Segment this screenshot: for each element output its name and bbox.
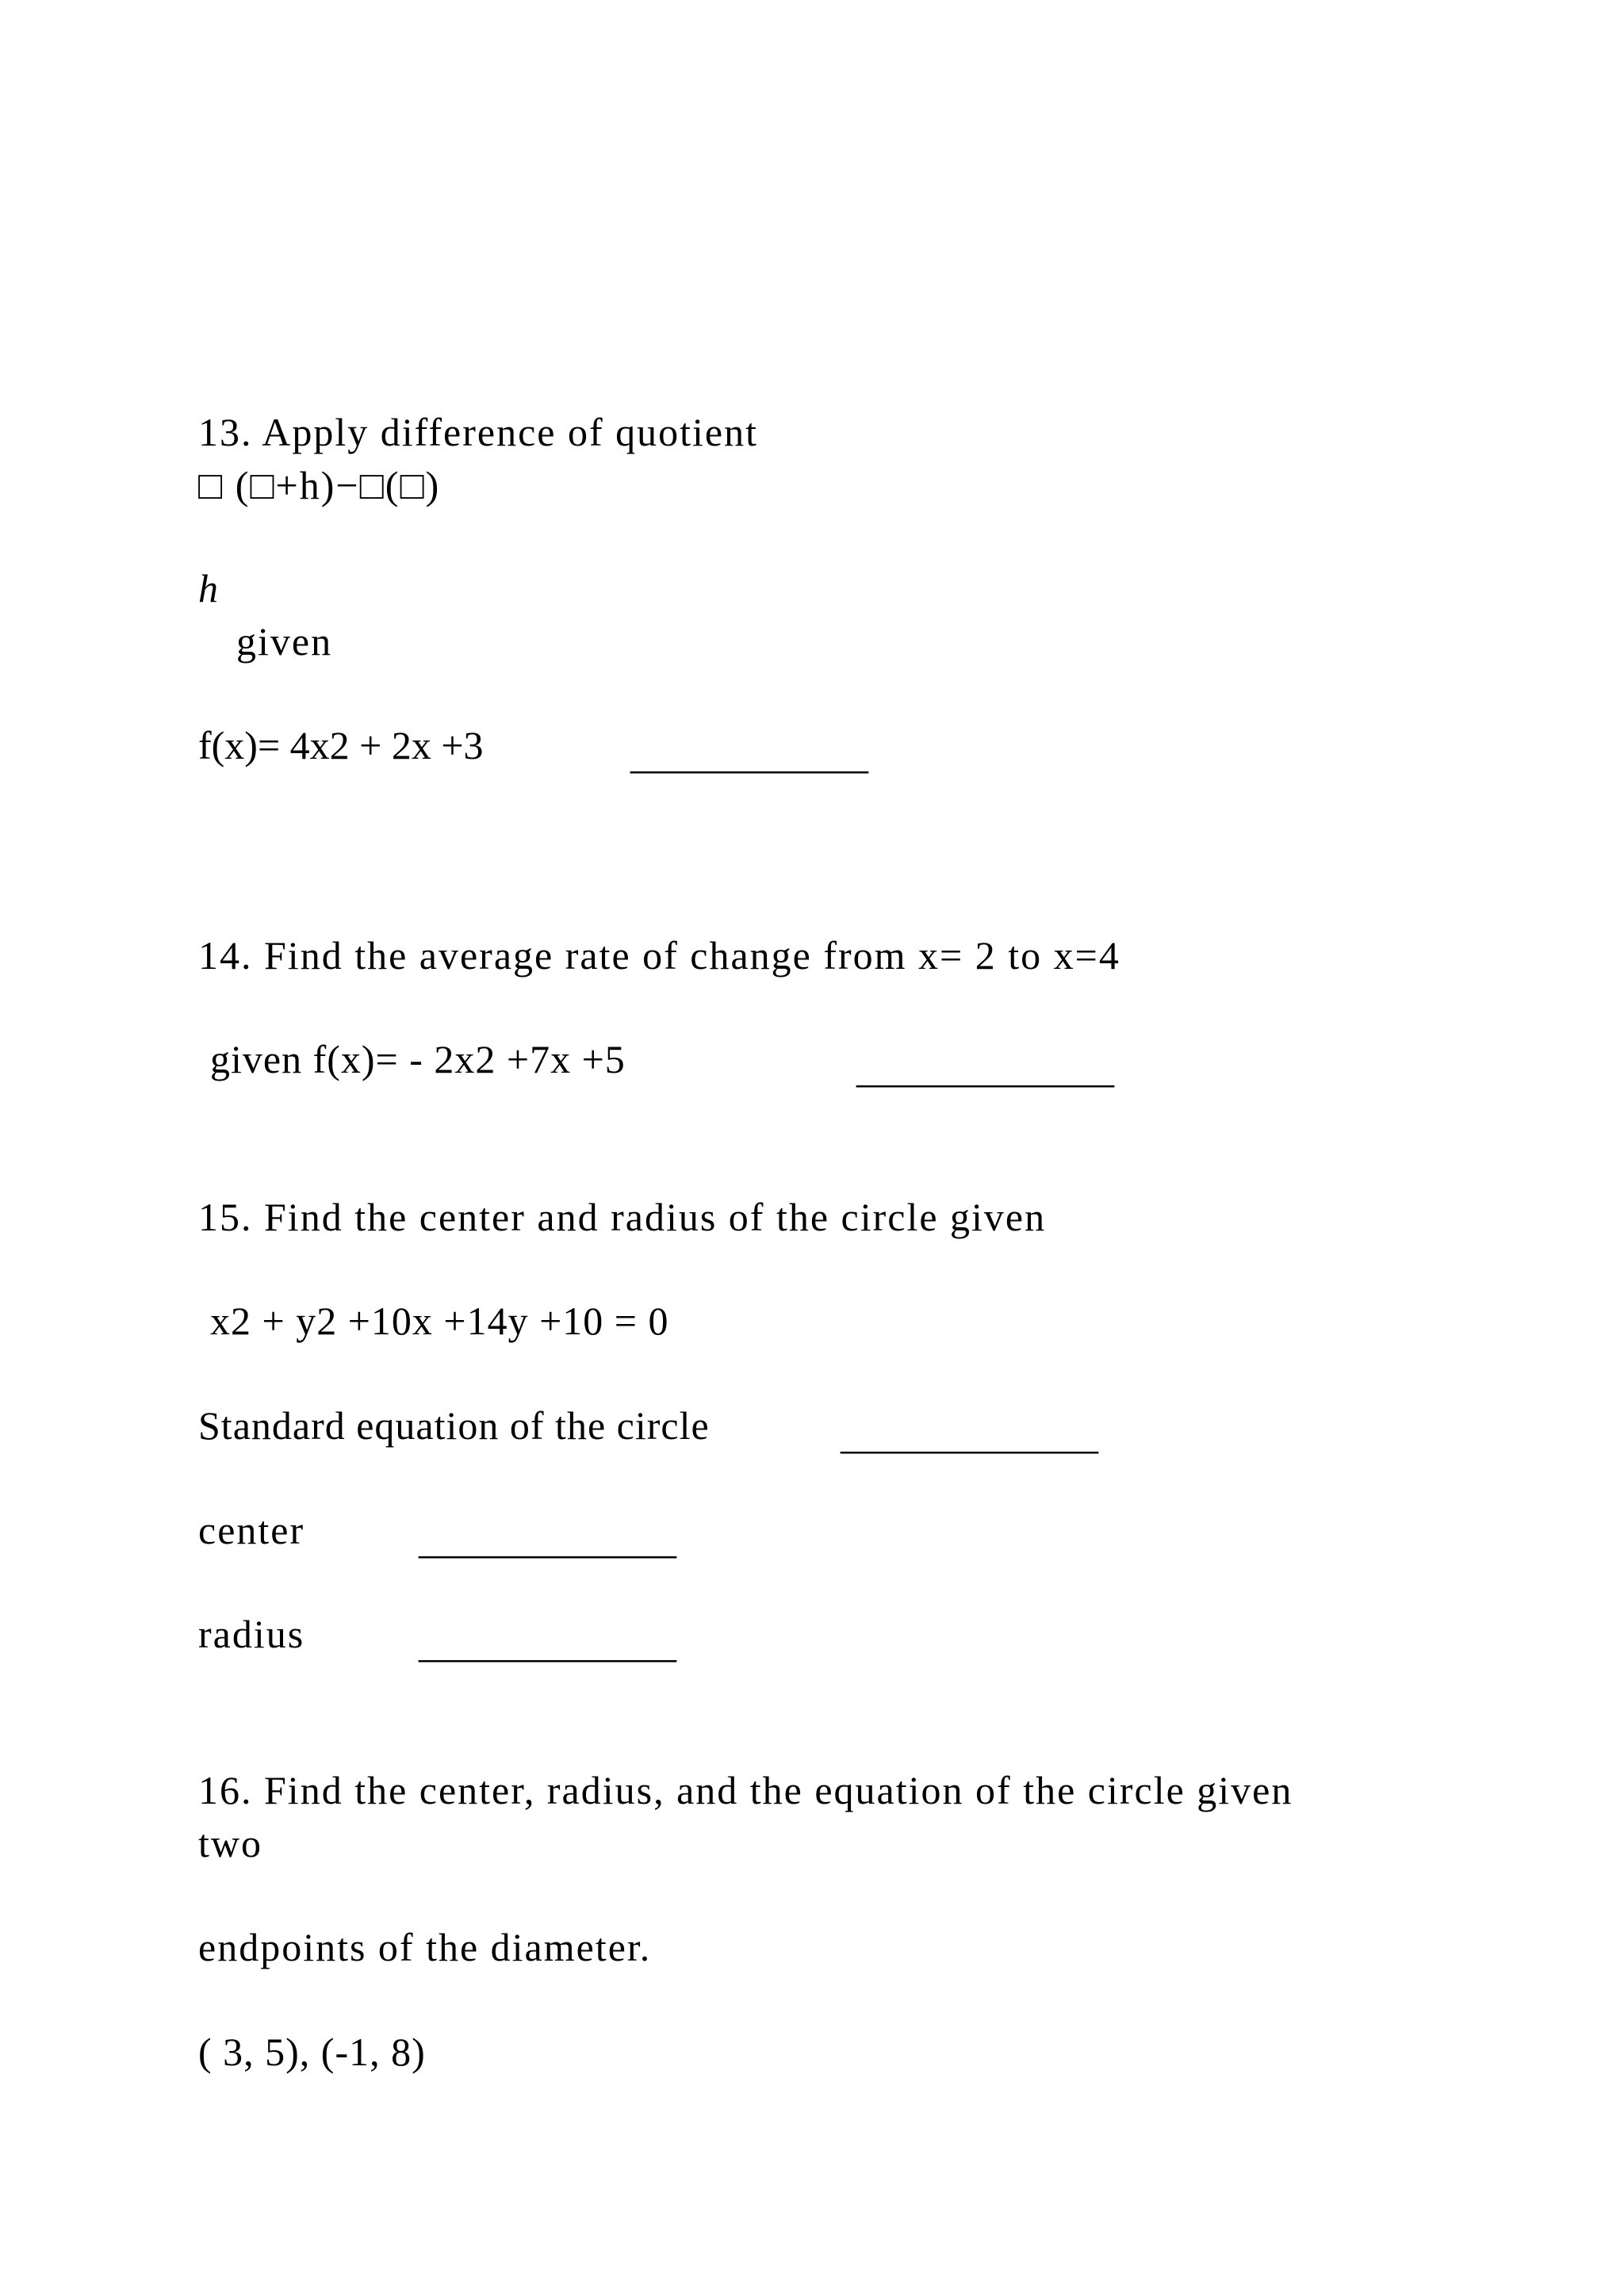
q16-instruction: endpoints of the diameter.: [198, 1925, 652, 1969]
q13-given: given: [236, 619, 333, 664]
q16-title-continued: two: [198, 1821, 262, 1866]
q16-points: ( 3, 5), (-1, 8): [198, 2030, 426, 2074]
q13-title: 13. Apply difference of quotient: [198, 410, 758, 454]
q14-answer-blank[interactable]: _____________: [856, 1047, 1114, 1091]
q15-center-label: center: [198, 1508, 305, 1552]
q13-answer-blank[interactable]: ____________: [630, 733, 868, 777]
q14-function: given f(x)= - 2x2 +7x +5: [210, 1037, 626, 1081]
q15-equation: x2 + y2 +10x +14y +10 = 0: [210, 1299, 669, 1343]
q15-standard-blank[interactable]: _____________: [841, 1413, 1098, 1457]
q15-radius-label: radius: [198, 1612, 305, 1656]
q14-title: 14. Find the average rate of change from x= 2 to x=4: [198, 933, 1120, 978]
q13-formula: □ (□+h)−□(□): [198, 463, 441, 507]
q15-title: 15. Find the center and radius of the circle given: [198, 1195, 1047, 1239]
q15-center-blank[interactable]: _____________: [419, 1517, 676, 1562]
q13-denominator: h: [198, 566, 220, 610]
q15-standard-label: Standard equation of the circle: [198, 1403, 710, 1448]
q16-title: 16. Find the center, radius, and the equation of the circle given: [198, 1768, 1293, 1812]
q13-function: f(x)= 4x2 + 2x +3: [198, 723, 484, 767]
q15-radius-blank[interactable]: _____________: [419, 1621, 676, 1666]
